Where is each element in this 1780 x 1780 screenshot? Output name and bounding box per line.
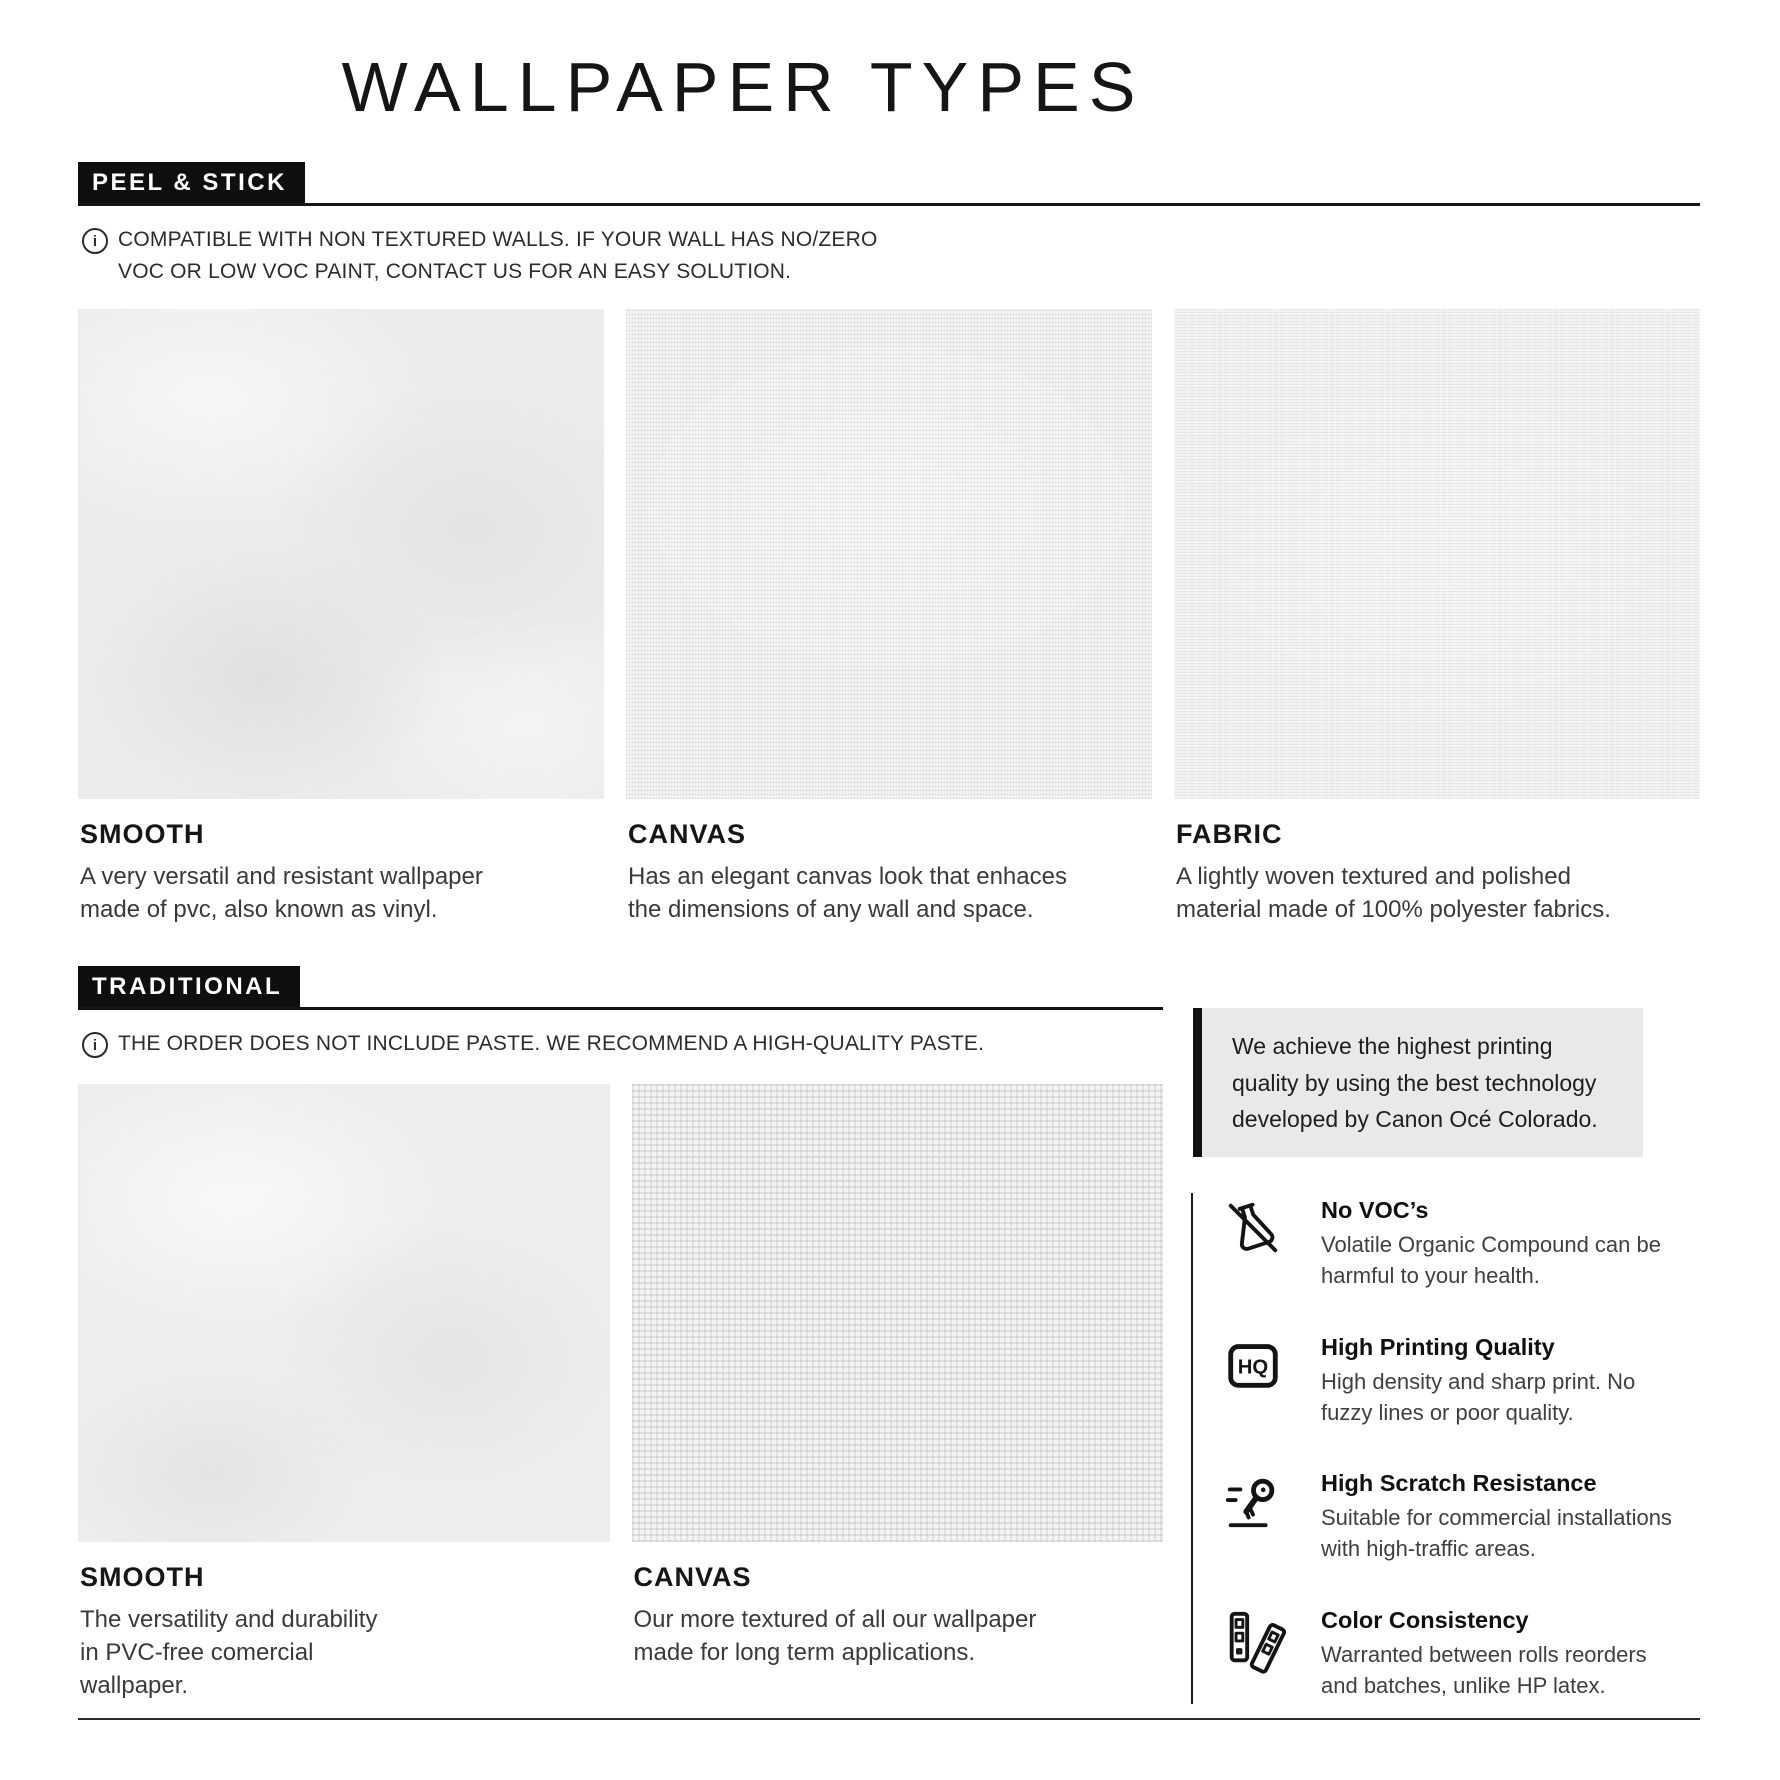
traditional-label: TRADITIONAL — [78, 966, 300, 1007]
swatch-title: SMOOTH — [80, 819, 205, 849]
swatch-description: A lightly woven textured and polished material made of 100% polyester fabrics. — [1176, 863, 1611, 924]
quality-note-box — [1193, 1008, 1643, 1157]
traditional-note-text: THE ORDER DOES NOT INCLUDE PASTE. WE RECOMMEND A HIGH-QUALITY PASTE. — [118, 1032, 985, 1056]
feature-text — [1321, 1334, 1675, 1429]
feature-description: High density and sharp print. No fuzzy lines or poor quality. — [1321, 1368, 1636, 1425]
swatch-title: CANVAS — [628, 819, 747, 849]
peel-stick-label: PEEL & STICK — [78, 162, 305, 203]
swatch-title: SMOOTH — [80, 1561, 205, 1592]
traditional-note — [82, 1028, 1163, 1060]
quality-note-text: We achieve the highest printing quality by using the best technology developed by Canon Océ Colorado. — [1232, 1033, 1598, 1132]
quality-sidebar — [1193, 966, 1700, 1703]
bottom-area — [78, 966, 1700, 1703]
traditional-section — [78, 966, 1163, 1703]
peel-stick-canvas-swatch — [626, 309, 1152, 799]
feature-title: High Printing Quality — [1321, 1333, 1555, 1360]
feature-high-scratch-resistance — [1221, 1470, 1700, 1565]
page-title: WALLPAPER TYPES — [341, 48, 1145, 126]
peel-stick-smooth-swatch — [78, 309, 604, 799]
feature-text — [1321, 1607, 1675, 1702]
traditional-canvas-swatch — [632, 1084, 1164, 1542]
traditional-canvas-card — [632, 1084, 1164, 1702]
traditional-header — [78, 966, 1163, 1010]
peel-stick-fabric-card — [1174, 309, 1700, 926]
swatch-description: Our more textured of all our wallpaper made for long term applications. — [633, 1605, 1037, 1666]
traditional-smooth-swatch — [78, 1084, 610, 1542]
feature-no-voc — [1221, 1197, 1700, 1292]
peel-stick-smooth-card — [78, 309, 604, 926]
feature-title: High Scratch Resistance — [1321, 1470, 1597, 1497]
swatch-title: CANVAS — [633, 1561, 752, 1592]
no-voc-flask-icon — [1221, 1197, 1285, 1259]
peel-stick-section — [78, 162, 1700, 926]
traditional-smooth-card — [78, 1084, 610, 1702]
peel-stick-fabric-swatch — [1174, 309, 1700, 799]
bottom-divider — [78, 1718, 1700, 1720]
swatch-title: FABRIC — [1176, 819, 1283, 849]
peel-stick-header — [78, 162, 1700, 206]
peel-stick-note-text: COMPATIBLE WITH NON TEXTURED WALLS. IF YOUR WALL HAS NO/ZERO VOC OR LOW VOC PAINT, CONTACT US FOR AN EASY SOLUTION. — [118, 228, 878, 283]
peel-stick-note — [82, 224, 1700, 287]
info-icon: i — [82, 228, 108, 254]
swatch-description: The versatility and durability in PVC-free comercial wallpaper. — [80, 1605, 378, 1699]
feature-color-consistency — [1221, 1607, 1700, 1702]
feature-title: No VOC’s — [1321, 1197, 1429, 1224]
peel-stick-swatch-row — [78, 309, 1700, 926]
svg-text:HQ: HQ — [1237, 1356, 1269, 1379]
traditional-swatch-row — [78, 1084, 1163, 1702]
feature-description: Volatile Organic Compound can be harmful to your health. — [1321, 1232, 1661, 1288]
feature-description: Warranted between rolls reorders and batches, unlike HP latex. — [1321, 1641, 1647, 1698]
key-icon — [1221, 1470, 1285, 1532]
feature-text — [1321, 1470, 1675, 1565]
feature-list — [1191, 1193, 1700, 1703]
peel-stick-canvas-card — [626, 309, 1152, 926]
hq-badge-icon — [1221, 1334, 1285, 1396]
info-icon: i — [82, 1032, 108, 1058]
swatch-description: A very versatil and resistant wallpaper made of pvc, also known as vinyl. — [80, 863, 483, 924]
color-swatches-icon — [1221, 1607, 1285, 1669]
feature-title: Color Consistency — [1321, 1606, 1529, 1633]
feature-high-printing-quality — [1221, 1334, 1700, 1429]
feature-description: Suitable for commercial installations with high-traffic areas. — [1321, 1505, 1672, 1562]
feature-text — [1321, 1197, 1675, 1292]
swatch-description: Has an elegant canvas look that enhaces the dimensions of any wall and space. — [628, 863, 1067, 924]
